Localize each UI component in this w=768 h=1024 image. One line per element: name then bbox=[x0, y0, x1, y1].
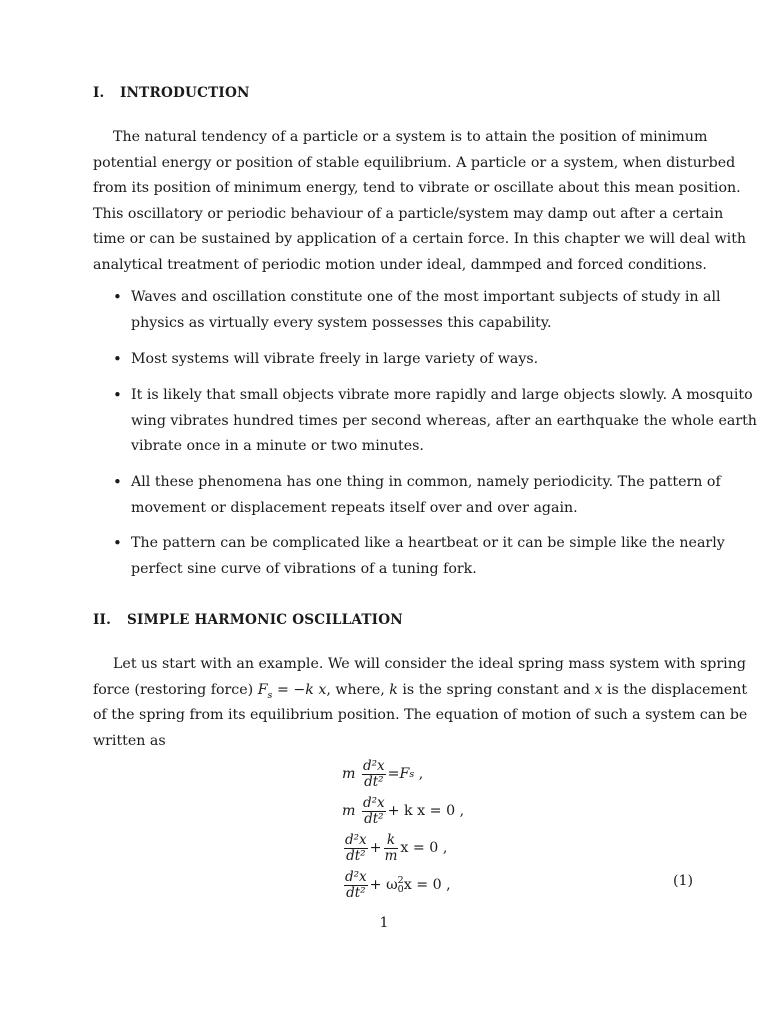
bullet-icon: • bbox=[113, 288, 122, 306]
text-line: written as bbox=[93, 732, 166, 749]
text-line: time or can be sustained by application of a certain force. In this chapter we will deal with bbox=[93, 231, 747, 248]
section-heading-sho bbox=[93, 612, 403, 628]
section-number: I. bbox=[93, 85, 105, 101]
text-line: movement or displacement repeats itself over and over again. bbox=[131, 499, 578, 516]
text-line-inline-math: force (restoring force) $F_s = -k$ x, where, k is the spring constant and x is the displacement bbox=[93, 681, 748, 701]
text-line: This oscillatory or periodic behaviour of a particle/system may damp out after a certain bbox=[93, 205, 724, 222]
bullet-icon: • bbox=[113, 386, 122, 404]
text-line: All these phenomena has one thing in common, namely periodicity. The pattern of bbox=[131, 474, 721, 490]
equation-row: m $\frac{\text{d²x}}{\text{dt²}}$ = F s , bbox=[342, 757, 424, 790]
text-line: from its position of minimum energy, tend to vibrate or oscillate about this mean position. bbox=[93, 180, 741, 197]
text-line: wing vibrates hundred times per second whereas, after an earthquake the whole earth bbox=[131, 412, 757, 429]
text-line: The natural tendency of a particle or a system is to attain the position of minimum bbox=[113, 129, 708, 145]
intro-paragraph bbox=[93, 125, 747, 279]
section-title: INTRODUCTION bbox=[120, 85, 250, 101]
equation-row: $\frac{\text{d²x}}{\text{dt²}}$ + ω 2 0 x = 0 , bbox=[345, 868, 451, 901]
bullet-icon: • bbox=[113, 350, 122, 368]
text-line: Waves and oscillation constitute one of the most important subjects of study in all bbox=[131, 289, 721, 305]
section-heading-introduction bbox=[93, 85, 250, 101]
text-line: It is likely that small objects vibrate more rapidly and large objects slowly. A mosquito bbox=[131, 387, 753, 403]
text-line: perfect sine curve of vibrations of a tuning fork. bbox=[131, 560, 477, 577]
bullet-icon: • bbox=[113, 534, 122, 552]
equation-row: $\frac{\text{d²x}}{\text{dt²}}$ + $\frac{k}{m}$ x = 0 , bbox=[345, 831, 448, 864]
text-line: Let us start with an example. We will consider the ideal spring mass system with spring bbox=[113, 656, 746, 672]
text-line: Most systems will vibrate freely in large variety of ways. bbox=[131, 351, 539, 367]
equation-row: m $\frac{\text{d²x}}{\text{dt²}}$ + k x = 0 , bbox=[342, 794, 465, 827]
section-title: SIMPLE HARMONIC OSCILLATION bbox=[127, 612, 403, 628]
text-line: analytical treatment of periodic motion under ideal, dammped and forced conditions. bbox=[93, 256, 707, 273]
equation-block bbox=[342, 756, 702, 906]
section-number: II. bbox=[93, 612, 112, 628]
text-line: of the spring from its equilibrium position. The equation of motion of such a system can be bbox=[93, 707, 748, 724]
page-number: 1 bbox=[379, 915, 389, 931]
equation-number: (1) bbox=[673, 873, 694, 889]
sho-paragraph bbox=[93, 652, 748, 754]
text-line: physics as virtually every system possesses this capability. bbox=[131, 314, 552, 331]
text-line: vibrate once in a minute or two minutes. bbox=[131, 438, 424, 455]
bullet-icon: • bbox=[113, 473, 122, 491]
text-line: The pattern can be complicated like a heartbeat or it can be simple like the nearly bbox=[131, 535, 725, 551]
text-line: potential energy or position of stable equilibrium. A particle or a system, when disturbed bbox=[93, 154, 736, 171]
